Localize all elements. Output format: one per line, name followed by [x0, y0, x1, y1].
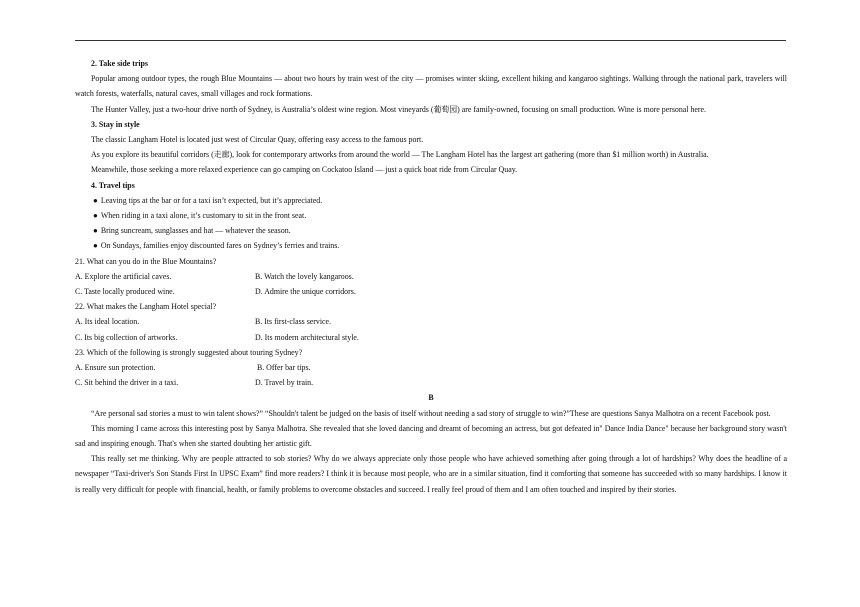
paragraph-blue-mountains: Popular among outdoor types, the rough Blue Mountains — about two hours by train west of the city — promises winter skiing, excellent hiking and kangaroo sightings. Walking through the national park, travelers will watch forests, waterfalls, natural caves, small villages and rock formations. — [75, 74, 787, 99]
passage-b-paragraph-1: “Are personal sad stories a must to win talent shows?” “Shouldn't talent be judged on the basis of itself without needing a sad story of struggle to win?”These are questions Sanya Malhotra on a recent Facebook post. — [91, 408, 771, 418]
question-21-options-row2 — [75, 284, 787, 299]
paragraph-hunter-valley: The Hunter Valley, just a two-hour drive north of Sydney, is Australia’s oldest wine region. Most vineyards (葡萄园) are family-owned, focusing on small production. Wine is more personal here. — [91, 104, 707, 114]
passage-b-label: B — [428, 393, 434, 403]
option-d: D. Travel by train. — [255, 378, 314, 388]
bullet-icon: ● — [93, 241, 98, 251]
bullet-icon: ● — [93, 211, 98, 221]
option-b: B. Watch the lovely kangaroos. — [255, 271, 354, 281]
tip-item: ● When riding in a taxi alone, it’s customary to sit in the front seat. — [93, 211, 307, 221]
option-a: A. Ensure sun protection. — [75, 363, 156, 373]
question-23-options-row1 — [75, 360, 787, 375]
tip-item: ● Bring suncream, sunglasses and hat — whatever the season. — [93, 226, 291, 236]
section-heading-stay-in-style: 3. Stay in style — [91, 119, 140, 129]
question-21-options-row1 — [75, 269, 787, 284]
paragraph-cockatoo-island: Meanwhile, those seeking a more relaxed experience can go camping on Cockatoo Island — just a quick boat ride from Circular Quay. — [91, 165, 518, 175]
bullet-icon: ● — [93, 195, 98, 205]
tip-item: ● On Sundays, families enjoy discounted fares on Sydney’s ferries and trains. — [93, 241, 340, 251]
option-c: C. Taste locally produced wine. — [75, 287, 175, 297]
question-23-options-row2 — [75, 375, 787, 390]
section-heading-travel-tips: 4. Travel tips — [91, 180, 135, 190]
question-22-options-row2 — [75, 330, 787, 345]
tip-item: ● Leaving tips at the bar or for a taxi isn’t expected, but it’s appreciated. — [93, 195, 323, 205]
question-23-stem: 23. Which of the following is strongly suggested about touring Sydney? — [75, 347, 303, 357]
section-heading-side-trips: 2. Take side trips — [91, 59, 149, 68]
option-d: D. Its modern architectural style. — [255, 332, 359, 342]
option-d: D. Admire the unique corridors. — [255, 287, 356, 297]
document-body — [75, 56, 787, 497]
page-top-rule — [75, 40, 786, 41]
paragraph-langham-location: The classic Langham Hotel is located just west of Circular Quay, offering easy access to the famous port. — [91, 135, 424, 145]
bullet-icon: ● — [93, 226, 98, 236]
passage-b-paragraph-3: This really set me thinking. Why are people attracted to sob stories? Why do we always appreciate only those people who have achieved something after going through a lot of hardships? Why does the headline of a newspaper “Taxi-driver's Son Stands First In UPSC Exam” find more readers? I think it is because most people, who are in a similar situation, find it comforting that someone has succeeded with so many hardships. I know it is really very difficult for people with financial, health, or family problems to overcome obstacles and succeed. I really feel proud of them and I am often touched and inspired by their stories. — [75, 454, 787, 494]
question-22-options-row1 — [75, 314, 787, 329]
option-a: A. Its ideal location. — [75, 317, 140, 327]
passage-b-paragraph-2: This morning I came across this interesting post by Sanya Malhotra. She revealed that she loved dancing and dreamt of becoming an actress, but got defeated in" Dance India Dance" because her background story wasn't sad and inspiring enough. That's when she started doubting her artistic gift. — [75, 423, 787, 449]
option-b: B. Offer bar tips. — [255, 363, 311, 373]
paragraph-langham-art: As you explore its beautiful corridors (走廊), look for contemporary artworks from around the world — The Langham Hotel has the largest art gathering (more than $1 million worth) in Australia. — [91, 150, 709, 160]
option-c: C. Its big collection of artworks. — [75, 332, 178, 342]
option-a: A. Explore the artificial caves. — [75, 271, 172, 281]
option-c: C. Sit behind the driver in a taxi. — [75, 378, 179, 388]
question-21-stem: 21. What can you do in the Blue Mountains? — [75, 256, 217, 266]
option-b: B. Its first-class service. — [255, 317, 332, 327]
question-22-stem: 22. What makes the Langham Hotel special? — [75, 302, 217, 312]
